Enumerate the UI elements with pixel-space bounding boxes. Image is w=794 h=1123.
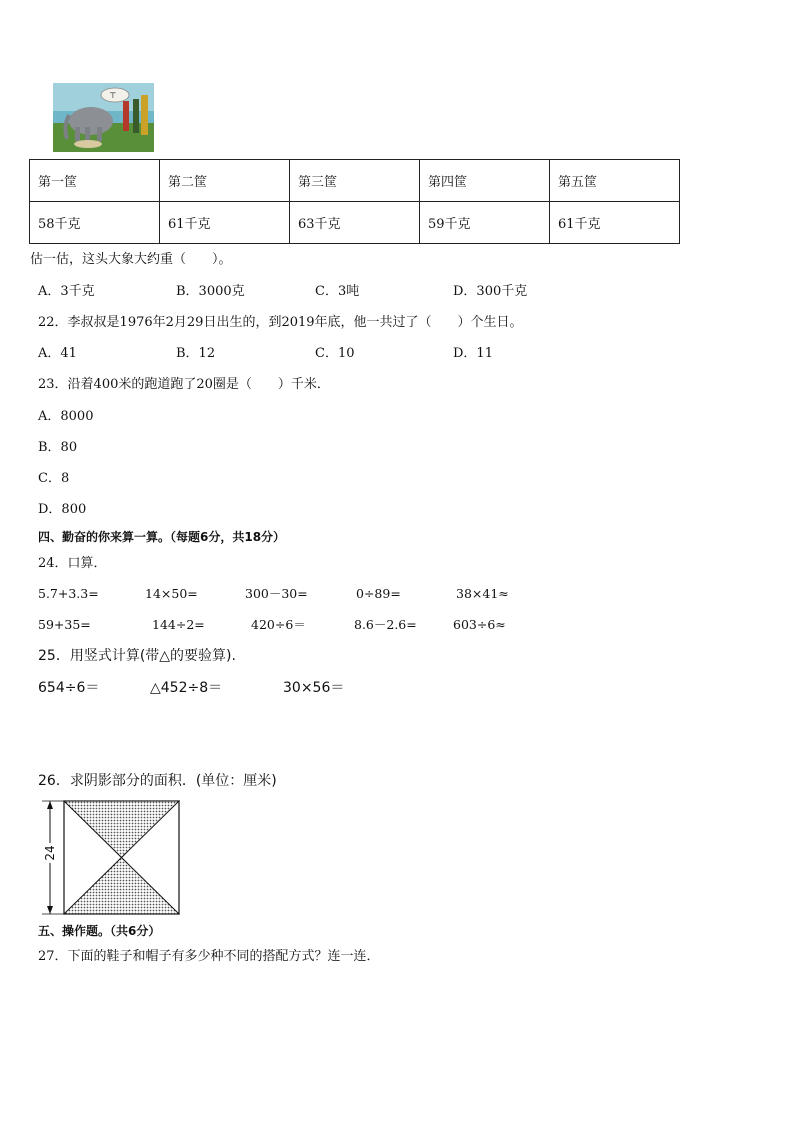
q24-item: 8.6－2.6= — [354, 617, 417, 632]
section-4-title: 四、勤奋的你来算一算。（每题6分，共18分） — [38, 530, 286, 544]
table-cell: 58千克 — [30, 202, 160, 244]
table-cell: 59千克 — [420, 202, 550, 244]
section-5-title: 五、操作题。（共6分） — [38, 924, 161, 938]
table-row — [30, 202, 680, 244]
basket-weight-table — [29, 159, 680, 244]
q22-option-c[interactable]: C．10 — [315, 346, 355, 361]
q21-option-b[interactable]: B．3000克 — [176, 284, 245, 299]
table-header-cell: 第二筐 — [160, 160, 290, 202]
svg-text:⊤: ⊤ — [109, 91, 117, 100]
q22-option-b[interactable]: B．12 — [176, 346, 216, 361]
q23-stem: 23．沿着400米的跑道跑了20圈是（ ）千米． — [38, 377, 330, 392]
dimension-label: 24 — [40, 843, 60, 863]
table-cell: 63千克 — [290, 202, 420, 244]
q24-item: 603÷6≈ — [453, 617, 506, 632]
q24-item: 0÷89= — [356, 586, 401, 601]
q22-option-d[interactable]: D．11 — [453, 346, 493, 361]
q21-option-a[interactable]: A．3千克 — [38, 284, 95, 299]
q25-item: 654÷6＝ — [38, 680, 100, 696]
q22-stem: 22．李叔叔是1976年2月29日出生的，到2019年底，他一共过了（ ）个生日。 — [38, 315, 523, 330]
q24-item: 5.7+3.3= — [38, 586, 99, 601]
q25-item: △452÷8＝ — [150, 680, 223, 696]
q26-stem: 26．求阴影部分的面积．(单位：厘米) — [38, 773, 277, 789]
q21-option-c[interactable]: C．3吨 — [315, 284, 360, 299]
table-header-cell: 第一筐 — [30, 160, 160, 202]
q27-stem: 27．下面的鞋子和帽子有多少种不同的搭配方式？连一连． — [38, 949, 380, 964]
q25-item: 30×56＝ — [283, 680, 345, 696]
q24-item: 144÷2= — [152, 617, 205, 632]
q21-stem: 估一估，这头大象大约重（ ）。 — [30, 252, 232, 267]
q24-item: 420÷6＝ — [251, 617, 306, 632]
q25-stem: 25．用竖式计算(带△的要验算). — [38, 648, 236, 664]
q22-option-a[interactable]: A．41 — [38, 346, 77, 361]
table-cell: 61千克 — [550, 202, 680, 244]
table-header-row — [30, 160, 680, 202]
elephant-illustration — [53, 83, 154, 152]
table-cell: 61千克 — [160, 202, 290, 244]
q24-item: 38×41≈ — [456, 586, 509, 601]
table-header-cell: 第四筐 — [420, 160, 550, 202]
q23-option-b[interactable]: B．80 — [38, 440, 78, 455]
q23-option-d[interactable]: D．800 — [38, 502, 87, 517]
table-header-cell: 第五筐 — [550, 160, 680, 202]
q24-item: 14×50= — [145, 586, 198, 601]
table-header-cell: 第三筐 — [290, 160, 420, 202]
q21-option-d[interactable]: D．300千克 — [453, 284, 528, 299]
q24-item: 300－30= — [245, 586, 308, 601]
q24-item: 59+35= — [38, 617, 91, 632]
q24-stem: 24．口算． — [38, 556, 107, 571]
q23-option-a[interactable]: A．8000 — [38, 409, 94, 424]
q23-option-c[interactable]: C．8 — [38, 471, 70, 486]
